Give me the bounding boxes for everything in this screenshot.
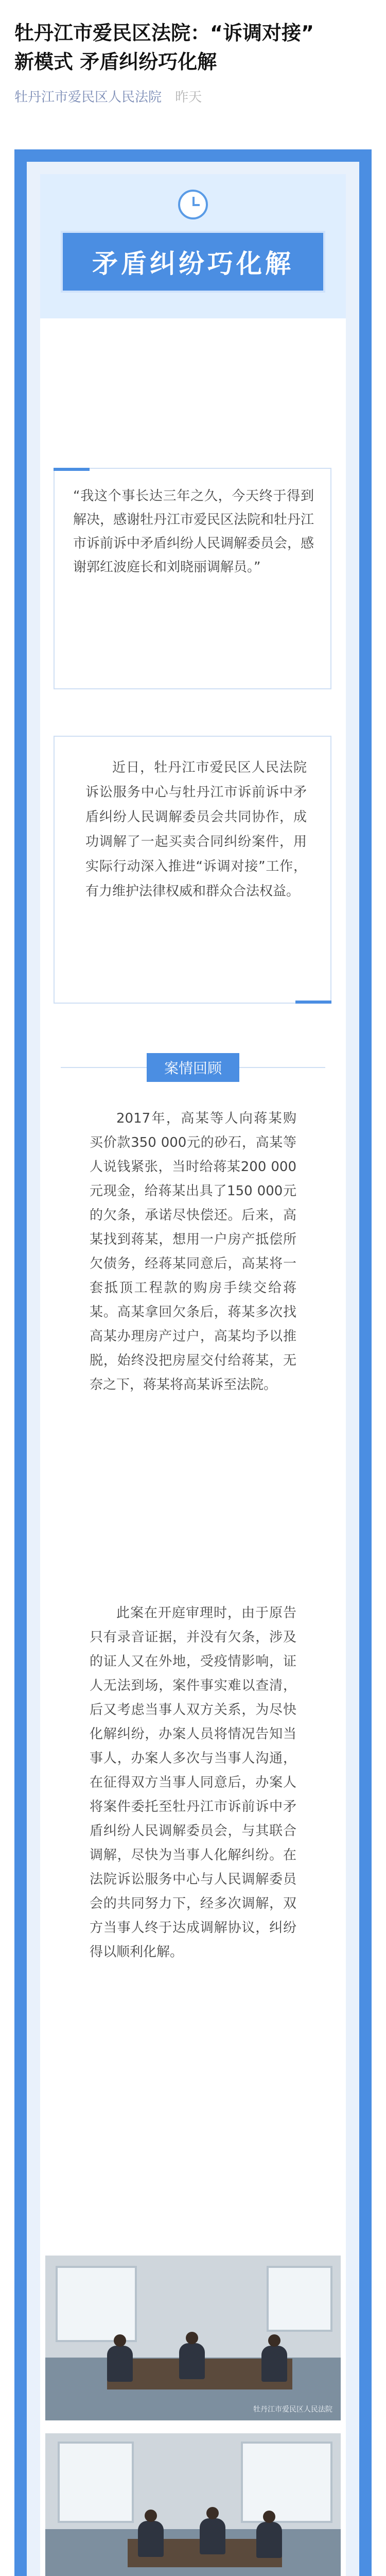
article-meta (14, 87, 372, 106)
article-header (0, 0, 386, 106)
publish-time: 昨天 (175, 90, 202, 105)
banner-bar (61, 231, 325, 293)
body-paragraph-1: 2017年，高某等人向蒋某购买价款350 000元的砂石，高某等人说钱紧张，当时给蒋某200 000元现金，给蒋某出具了150 000元的欠条，承诺尽快偿还。后来，高某找到蒋某，想用一户房产抵偿所欠债务，经蒋某同意后，高某将一套抵顶工程款的购房手续交给蒋某。高某拿回欠条后，蒋某多次找高某办理房产过户，高某均予以推脱，始终没把房屋交付给蒋某，无奈之下，蒋某将高某诉至法院。 (90, 1111, 296, 1393)
quote-text: “我这个事长达三年之久，今天终于得到解决，感谢牡丹江市爱民区法院和牡丹江市诉前诉中矛盾纠纷人民调解委员会，感谢郭红波庭长和刘晓丽调解员。” (73, 488, 314, 575)
section-title: 案情回顾 (147, 1053, 239, 1082)
article-title-line-1: 牡丹江市爱民区法院：“诉调对接” (14, 22, 314, 44)
content-frame-inner (27, 162, 359, 2576)
clock-icon (178, 190, 208, 219)
account-name-link[interactable]: 牡丹江市爱民区人民法院 (14, 90, 162, 105)
photo-watermark: 牡丹江市爱民区人民法院 (253, 2405, 332, 2414)
article-title (14, 19, 372, 76)
quote-accent-bar (54, 468, 90, 471)
content-paper (40, 174, 346, 2576)
content-frame (14, 149, 372, 2576)
intro-text: 近日，牡丹江市爱民区人民法院诉讼服务中心与牡丹江市诉前诉中矛盾纠纷人民调解委员会共同协作，成功调解了一起买卖合同纠纷案件，用实际行动深入推进“诉调对接”工作，有力维护法律权威和群众合法权益。 (85, 760, 307, 899)
photo-meeting-2 (45, 2433, 341, 2576)
body-paragraph-2: 此案在开庭审理时，由于原告只有录音证据，并没有欠条，涉及的证人又在外地，受疫情影响，证人无法到场，案件事实难以查清，后又考虑当事人双方关系，为尽快化解纠纷，办案人员将情况告知当事人，办案人多次与当事人沟通，在征得双方当事人同意后，办案人将案件委托至牡丹江市诉前诉中矛盾纠纷人民调解委员会，与其联合调解，尽快为当事人化解纠纷。在法院诉讼服务中心与人民调解委员会的共同努力下，经多次调解，双方当事人终于达成调解协议，纠纷得以顺利化解。 (90, 1605, 296, 1960)
article-title-line-2: 新模式 矛盾纠纷巧化解 (14, 50, 217, 73)
topic-banner (40, 174, 346, 318)
quote-box (54, 468, 331, 689)
intro-accent-bar (295, 1001, 331, 1004)
intro-box (54, 736, 331, 1004)
banner-title: 矛盾纠纷巧化解 (92, 249, 294, 279)
photo-meeting-1 (45, 2256, 341, 2420)
